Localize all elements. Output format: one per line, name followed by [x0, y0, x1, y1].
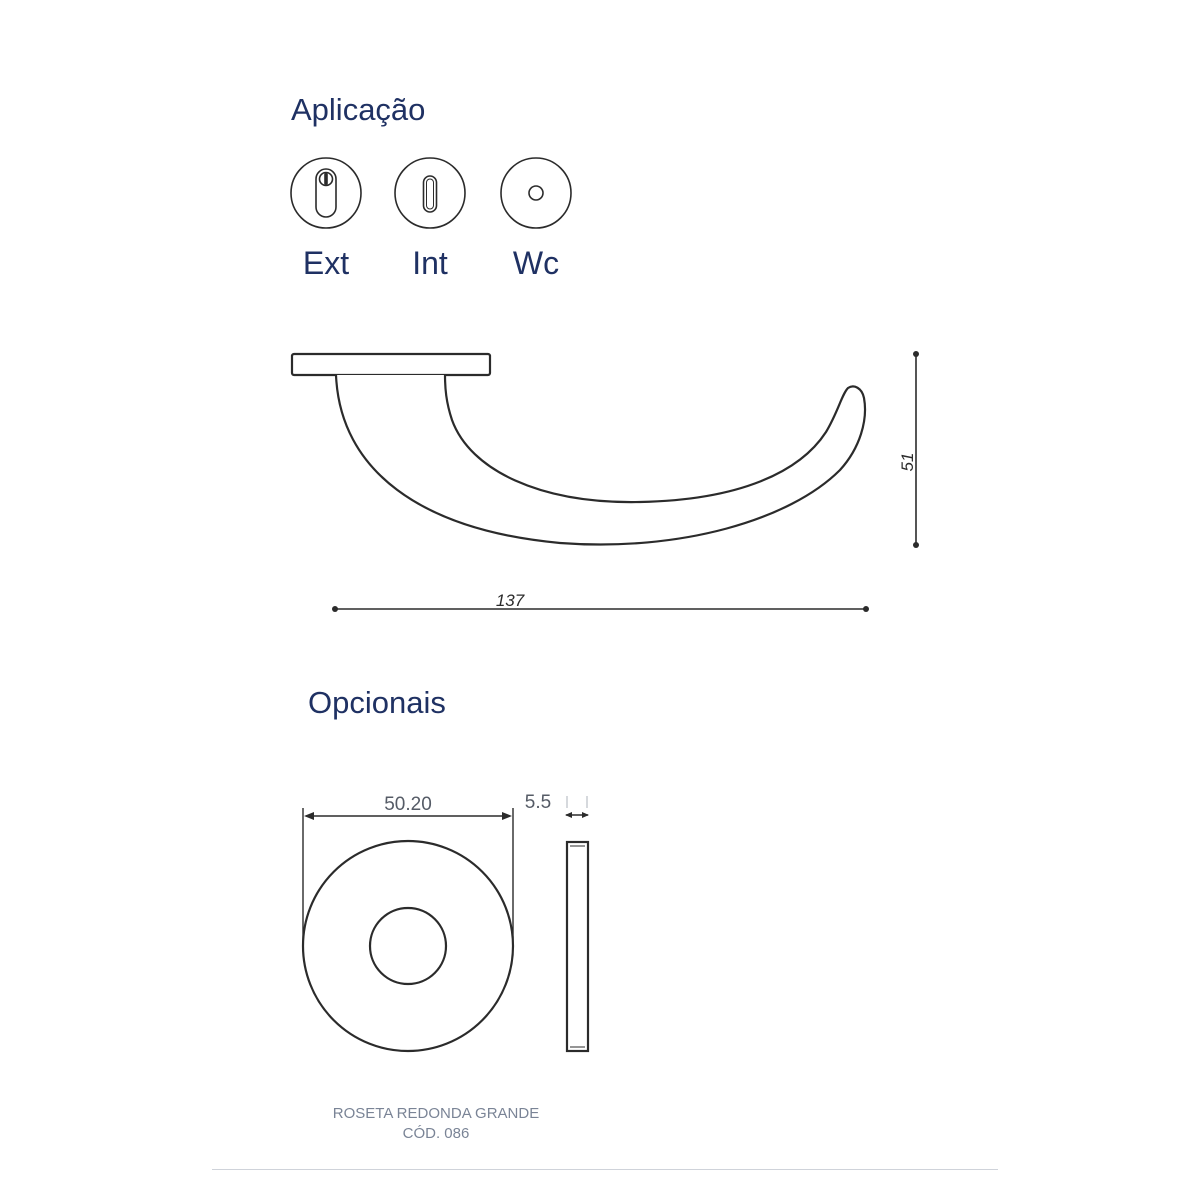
application-label-ext: Ext — [302, 245, 350, 281]
rosette-thickness-dimension — [525, 792, 589, 818]
application-label-wc: Wc — [512, 245, 560, 281]
rosette-diameter-label: 50.20 — [384, 794, 432, 815]
rosette-inner-circle — [370, 908, 446, 984]
handle-lever-body — [336, 375, 865, 545]
rosette-caption-code: CÓD. 086 — [402, 1125, 470, 1142]
width-dimension — [332, 591, 869, 612]
height-dimension — [898, 351, 919, 548]
rosette-side-view — [567, 842, 588, 1051]
height-dimension-label: 51 — [898, 452, 917, 472]
application-label-int: Int — [412, 245, 448, 281]
width-dimension-label: 137 — [495, 591, 525, 610]
application-heading: Aplicação — [291, 92, 426, 127]
rosette-drawing — [0, 760, 1200, 1080]
rosette-caption — [286, 1104, 586, 1144]
rosette-thickness-label: 5.5 — [524, 792, 552, 813]
handle-base-plate — [292, 354, 490, 375]
rosette-caption-name: ROSETA REDONDA GRANDE — [332, 1105, 540, 1122]
bottom-divider — [212, 1169, 998, 1170]
optionals-heading: Opcionais — [308, 685, 446, 720]
